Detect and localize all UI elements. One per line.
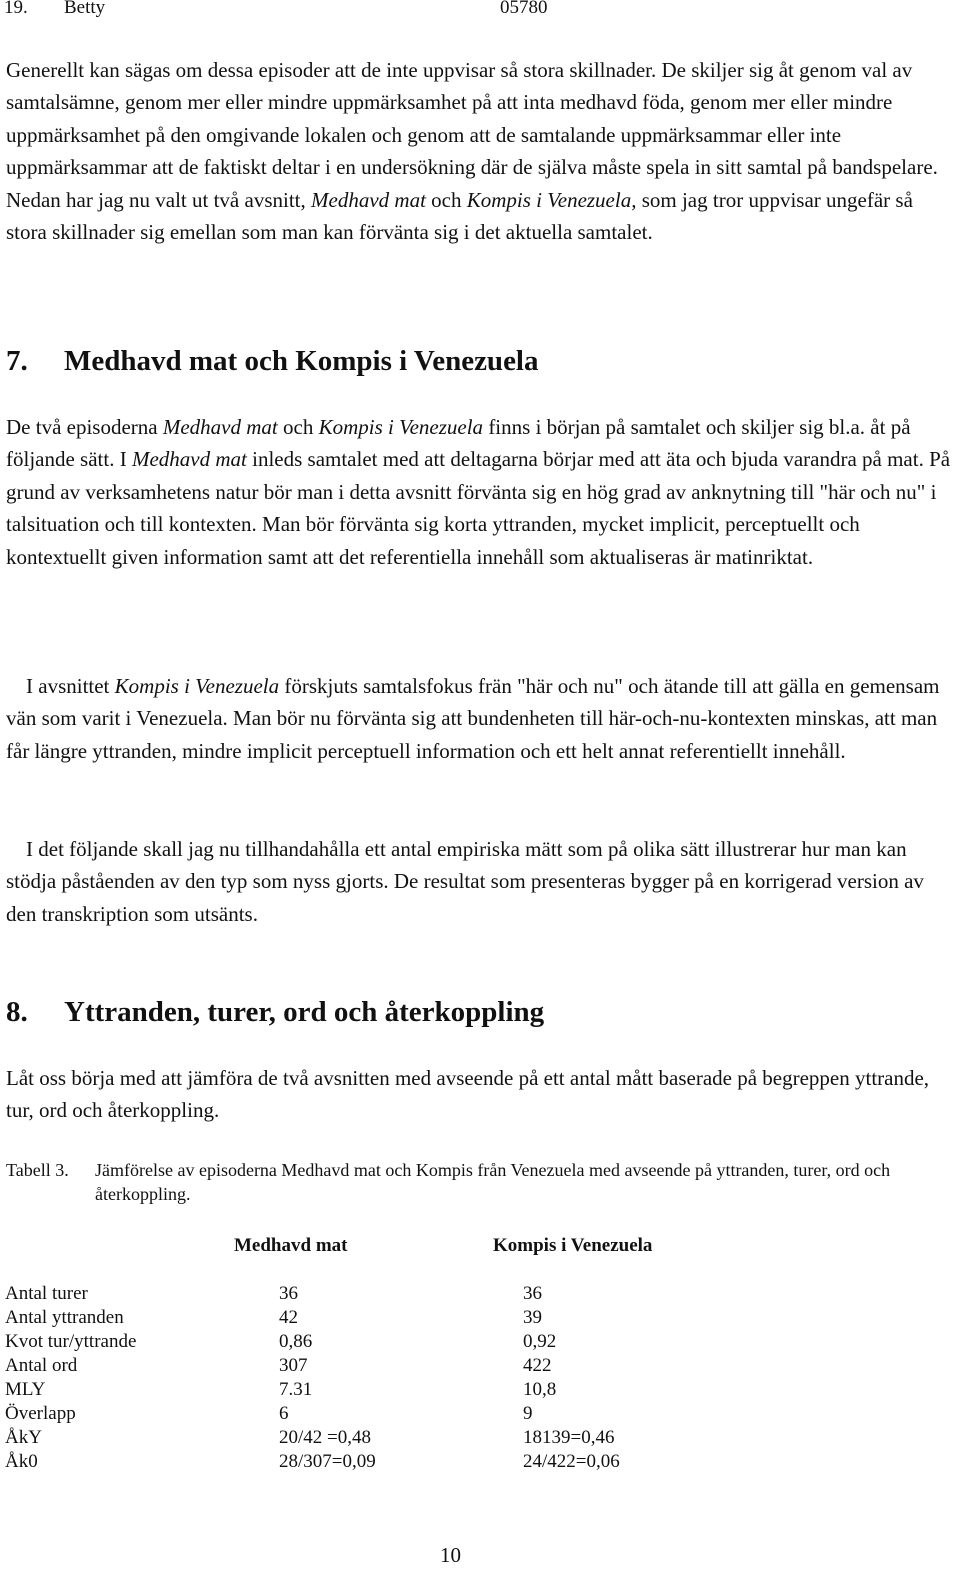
table-label: Tabell 3. <box>6 1160 69 1180</box>
s7p2-text-b: förskjuts samtalsfokus frän "här och nu" och ätande till att gälla en gemensam vän som varit i Venezuela. Man bör nu förvänta sig att bundenheten till här-och-nu-kontexten minskas, att man får längre yttranden, mindre implicit perceptuell information och ett helt annat referentiellt innehåll. <box>6 674 940 763</box>
intro-em-2: Kompis i Venezuela, <box>466 187 637 212</box>
section-8-paragraph-1: Låt oss börja med att jämföra de två avsnitten med avseende på ett antal mått baserade på begreppen yttrande, tur, ord och återkoppling. <box>6 1066 930 1123</box>
row-value-kompis: 422 <box>523 1355 552 1376</box>
row-value-kompis: 18139=0,46 <box>523 1427 615 1448</box>
s7p1-text-d: inleds samtalet med att deltagarna börjar med att äta och bjuda varandra på mat. På grund av verksamhetens natur bör man i detta avsnitt förvänta sig en hög grad av anknytning till "här och nu" i talsituation och till kontexten. Man bör förvänta sig korta yttranden, mycket implicit, perceptuellt och kontextuellt given information samt att det referentiella innehåll som aktualiseras är matinriktat. <box>6 447 951 569</box>
row-value-kompis: 10,8 <box>523 1379 557 1400</box>
row-label: MLY <box>5 1379 46 1400</box>
row-label: Antal yttranden <box>5 1307 124 1328</box>
s7p1-text-b: och <box>277 415 319 439</box>
intro-text-2: och <box>425 187 467 212</box>
section-7-title: Medhavd mat och Kompis i Venezuela <box>64 345 539 377</box>
s7p1-em-2: Kompis i Venezuela <box>318 415 484 439</box>
row-label: Antal ord <box>5 1355 78 1376</box>
section-8-heading <box>6 994 544 1030</box>
row-label: Kvot tur/yttrande <box>5 1331 137 1352</box>
s7p1-em-3: Medhavd mat <box>131 447 247 472</box>
row-value-kompis: 36 <box>523 1283 542 1304</box>
row-value-medhavd: 0,86 <box>279 1331 313 1352</box>
row-value-kompis: 39 <box>523 1307 542 1328</box>
intro-paragraph <box>6 54 956 248</box>
row-value-medhavd: 307 <box>279 1355 308 1376</box>
row-label: ÅkY <box>5 1427 42 1448</box>
section-7-paragraph-2 <box>6 670 956 767</box>
row-label: Antal turer <box>5 1283 88 1304</box>
row-value-medhavd: 20/42 =0,48 <box>279 1427 371 1448</box>
header-number: 19. <box>4 0 28 18</box>
section-8-title: Yttranden, turer, ord och återkoppling <box>64 996 545 1028</box>
intro-text-3: som jag tror uppvisar ungefär så stora skillnader sig emellan som man kan förvänta sig i det aktuella samtalet. <box>6 187 913 245</box>
s7p2-text-a: I avsnittet <box>26 674 115 698</box>
row-label: Åk0 <box>5 1451 38 1472</box>
column-header-kompis-i-venezuela: Kompis i Venezuela <box>493 1235 653 1256</box>
row-value-medhavd: 7.31 <box>279 1379 313 1400</box>
intro-text-1: Generellt kan sägas om dessa episoder att de inte uppvisar så stora skillnader. De skiljer sig åt genom val av samtalsämne, genom mer eller mindre uppmärksamhet på att inta medhavd föda, genom mer eller mindre uppmärksamhet på den omgivande lokalen och genom att de samtalande uppmärksammar eller inte uppmärksammar att de faktiskt deltar i en undersökning där de själva måste spela in sitt samtal på bandspelare. Nedan har jag nu valt ut två avsnitt, <box>6 58 938 212</box>
section-7-number: 7. <box>6 345 28 377</box>
s7p1-text-c: finns i början på samtalet och skiljer sig bl.a. åt på följande sätt. I <box>6 415 911 472</box>
row-value-kompis: 9 <box>523 1403 533 1424</box>
row-value-medhavd: 36 <box>279 1283 298 1304</box>
table-caption-text: Jämförelse av episoderna Medhavd mat och Kompis från Venezuela med avseende på yttranden, turer, ord och återkoppling. <box>95 1160 891 1204</box>
s7p1-text-a: De två episoderna <box>6 415 163 439</box>
section-7-paragraph-3: I det följande skall jag nu tillhandahålla ett antal empiriska mätt som på olika sätt illustrerar hur man kan stödja påståenden av den typ som nyss gjorts. De resultat som presenteras bygger på en korrigerad version av den transkription som utsänts. <box>6 837 924 926</box>
s7p1-em-1: Medhavd mat <box>162 415 278 439</box>
header-code: 05780 <box>500 0 548 18</box>
row-value-medhavd: 6 <box>279 1403 289 1424</box>
page-number: 10 <box>440 1543 461 1567</box>
row-label: Överlapp <box>5 1403 76 1424</box>
row-value-medhavd: 42 <box>279 1307 298 1328</box>
s7p2-em-1: Kompis i Venezuela <box>114 674 280 698</box>
intro-em-1: Medhavd mat <box>311 187 426 212</box>
section-7-paragraph-1 <box>6 411 956 573</box>
section-7-heading <box>6 343 539 379</box>
column-header-medhavd-mat: Medhavd mat <box>234 1235 348 1256</box>
header-name: Betty <box>64 0 106 18</box>
section-8-number: 8. <box>6 996 28 1028</box>
row-value-kompis: 0,92 <box>523 1331 557 1352</box>
row-value-medhavd: 28/307=0,09 <box>279 1451 376 1472</box>
row-value-kompis: 24/422=0,06 <box>523 1451 620 1472</box>
